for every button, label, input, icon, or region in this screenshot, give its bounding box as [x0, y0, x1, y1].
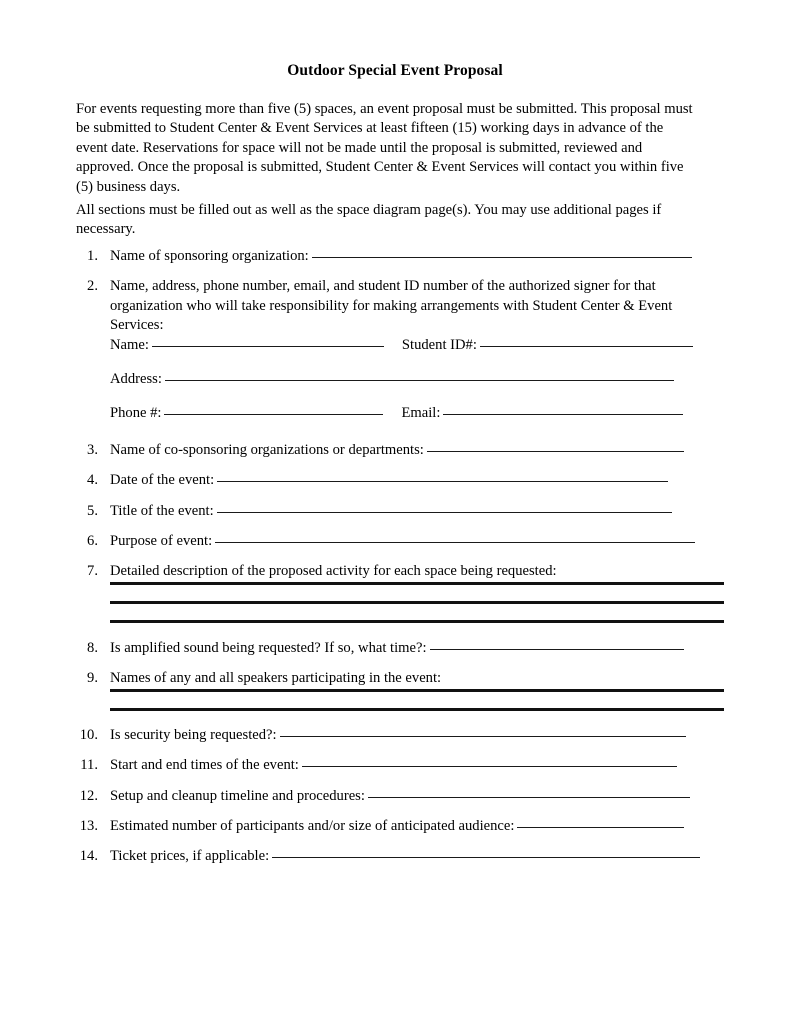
list-item [76, 441, 724, 460]
item-label: Is security being requested?: [110, 726, 277, 743]
item-number: 9. [87, 670, 98, 687]
list-item [76, 817, 724, 836]
numbered-items-list [76, 247, 724, 867]
item-number: 2. [87, 278, 98, 295]
list-item [76, 726, 724, 745]
phone-field [110, 404, 383, 423]
fill-in-rule[interactable] [217, 512, 672, 513]
item-label: Name of co-sponsoring organizations or departments: [110, 441, 424, 458]
item-label: Purpose of event: [110, 533, 213, 550]
answer-lines [110, 582, 724, 623]
address-row [110, 370, 724, 389]
item-number: 10. [79, 726, 98, 743]
item-label: Name of sponsoring organization: [110, 248, 309, 264]
item-number: 14. [79, 848, 98, 865]
phone-label: Phone #: [110, 405, 162, 422]
intro-paragraph: For events requesting more than five (5) spaces, an event proposal must be submitted. This proposal must be submitted to Student Center & Event Services at least fifteen (15) working days in advance of the event date. Reservations for space will not be made until the proposal is submitted, reviewed and approved. Once the proposal is submitted, Student Center & Event Services will contact you within five (5) business days. [76, 101, 693, 195]
address-field [110, 370, 674, 389]
fill-in-rule[interactable] [427, 451, 684, 452]
item-label: Ticket prices, if applicable: [110, 848, 270, 865]
item-number: 12. [79, 787, 98, 804]
fill-in-rule[interactable] [368, 797, 690, 798]
item-number: 4. [87, 472, 98, 489]
name-id-row [110, 336, 724, 355]
name-field [110, 336, 384, 355]
list-item [76, 562, 724, 622]
student-id-input-rule[interactable] [480, 346, 693, 347]
item-number: 6. [87, 533, 98, 550]
phone-email-row [110, 404, 724, 423]
answer-line[interactable] [110, 689, 724, 692]
fill-in-rule[interactable] [302, 766, 677, 767]
name-label: Name: [110, 336, 149, 353]
list-item [76, 756, 724, 775]
fill-in-rule[interactable] [215, 542, 695, 543]
list-item [76, 502, 724, 521]
signer-subfields [110, 336, 724, 424]
fill-in-rule[interactable] [312, 257, 692, 258]
item-number: 5. [87, 502, 98, 519]
student-id-field [402, 336, 693, 355]
fill-in-rule[interactable] [517, 827, 684, 828]
answer-line[interactable] [110, 582, 724, 585]
list-item [76, 247, 724, 266]
student-id-label: Student ID#: [401, 336, 477, 353]
fill-in-rule[interactable] [217, 481, 668, 482]
item-number: 7. [87, 563, 98, 580]
phone-input-rule[interactable] [164, 414, 383, 415]
list-item [76, 669, 724, 710]
item-label: Detailed description of the proposed activity for each space being requested: [110, 563, 557, 580]
item-label: Estimated number of participants and/or size of anticipated audience: [110, 817, 515, 834]
item-label: Is amplified sound being requested? If so, what time?: [110, 639, 427, 656]
item-number: 13. [79, 817, 98, 834]
address-label: Address: [110, 371, 162, 388]
list-item [76, 639, 724, 658]
item-number: 3. [87, 441, 98, 458]
item-number: 11. [80, 757, 98, 774]
item-label: Start and end times of the event: [110, 757, 299, 774]
answer-line[interactable] [110, 601, 724, 604]
name-input-rule[interactable] [152, 346, 384, 347]
list-item [76, 787, 724, 806]
fill-in-rule[interactable] [280, 736, 686, 737]
list-item [76, 471, 724, 490]
item-label: Name, address, phone number, email, and student ID number of the authorized signer for that organization who will take responsibility for making arrangements with Student Center & Event Services: [110, 278, 673, 334]
email-field [401, 404, 683, 423]
list-item [76, 532, 724, 551]
item-label: Date of the event: [110, 472, 215, 489]
item-label: Setup and cleanup timeline and procedures: [110, 787, 365, 804]
answer-lines [110, 689, 724, 711]
list-item [76, 277, 724, 423]
email-input-rule[interactable] [443, 414, 683, 415]
fill-in-rule[interactable] [430, 649, 684, 650]
answer-line[interactable] [110, 620, 724, 623]
item-number: 8. [87, 639, 98, 656]
fill-in-rule[interactable] [272, 857, 700, 858]
item-number: 1. [87, 248, 98, 264]
item-label: Names of any and all speakers participating in the event: [110, 670, 442, 687]
email-label: Email: [401, 405, 441, 422]
page-title: Outdoor Special Event Proposal [287, 62, 503, 79]
item-label: Title of the event: [110, 502, 214, 519]
list-item [76, 847, 724, 866]
sections-paragraph: All sections must be filled out as well as the space diagram page(s). You may use additional pages if necessary. [76, 202, 662, 238]
address-input-rule[interactable] [165, 380, 674, 381]
answer-line[interactable] [110, 708, 724, 711]
